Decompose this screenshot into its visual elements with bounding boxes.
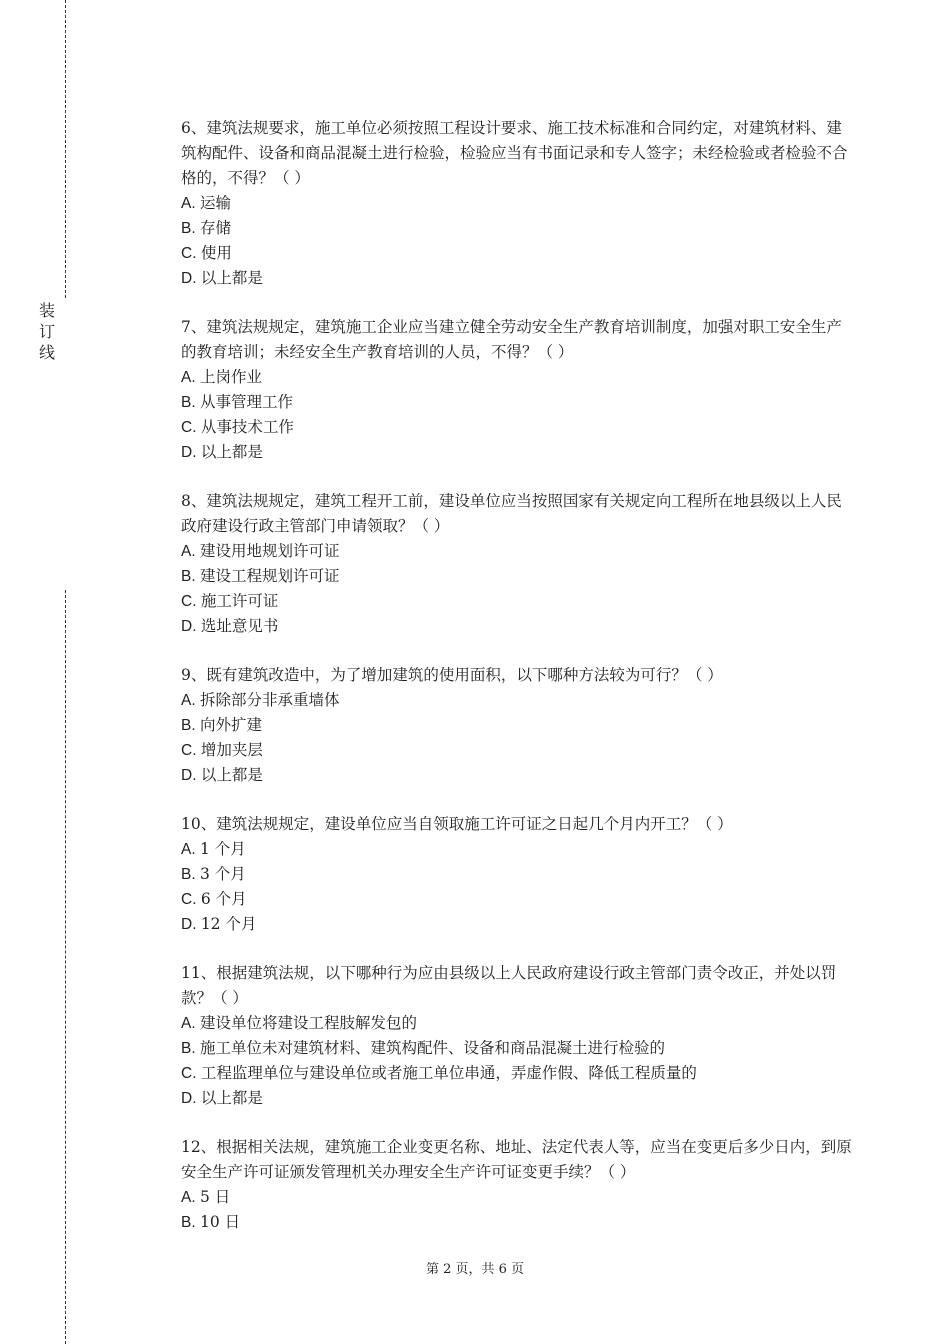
- question-10: [181, 812, 853, 937]
- question-stem: 7、建筑法规规定，建筑施工企业应当建立健全劳动安全生产教育培训制度，加强对职工安全生产的教育培训；未经安全生产教育培训的人员，不得？（ ）: [181, 318, 842, 361]
- question-stem: 8、建筑法规规定，建筑工程开工前，建设单位应当按照国家有关规定向工程所在地县级以上人民政府建设行政主管部门申请领取？（ ）: [181, 492, 842, 535]
- option-b: B. 10 日: [181, 1213, 241, 1231]
- option-d: D. 以上都是: [181, 1089, 263, 1107]
- option-a: A. 1 个月: [181, 840, 246, 858]
- option-c: C. 施工许可证: [181, 592, 279, 610]
- option-b: B. 向外扩建: [181, 716, 262, 734]
- option-d: D. 以上都是: [181, 443, 263, 461]
- option-d: D. 12 个月: [181, 915, 257, 933]
- option-a: A. 上岗作业: [181, 368, 262, 386]
- question-stem: 11、根据建筑法规，以下哪种行为应由县级以上人民政府建设行政主管部门责令改正，并处以罚款？（ ）: [181, 964, 837, 1007]
- binding-dashed-line-top: [65, 0, 66, 298]
- question-stem: 10、建筑法规规定，建设单位应当自领取施工许可证之日起几个月内开工？（ ）: [181, 815, 733, 833]
- question-list: [181, 116, 853, 1259]
- option-a: A. 拆除部分非承重墙体: [181, 691, 340, 709]
- binding-char: 线: [38, 343, 55, 362]
- question-9: [181, 663, 853, 788]
- option-b: B. 从事管理工作: [181, 393, 293, 411]
- option-c: C. 工程监理单位与建设单位或者施工单位串通，弄虚作假、降低工程质量的: [181, 1064, 697, 1082]
- option-c: C. 从事技术工作: [181, 418, 294, 436]
- option-b: B. 施工单位未对建筑材料、建筑构配件、设备和商品混凝土进行检验的: [181, 1039, 665, 1057]
- question-8: [181, 489, 853, 639]
- option-b: B. 3 个月: [181, 865, 246, 883]
- option-a: A. 建设单位将建设工程肢解发包的: [181, 1014, 417, 1032]
- option-d: D. 选址意见书: [181, 617, 279, 635]
- option-a: A. 建设用地规划许可证: [181, 542, 340, 560]
- page-footer: 第 2 页，共 6 页: [425, 1262, 525, 1277]
- option-c: C. 使用: [181, 244, 232, 262]
- question-6: [181, 116, 853, 291]
- binding-char: 装: [38, 301, 55, 320]
- question-7: [181, 315, 853, 465]
- option-b: B. 建设工程规划许可证: [181, 567, 340, 585]
- option-c: C. 6 个月: [181, 890, 247, 908]
- option-d: D. 以上都是: [181, 766, 263, 784]
- question-stem: 6、建筑法规要求，施工单位必须按照工程设计要求、施工技术标准和合同约定，对建筑材料、建筑构配件、设备和商品混凝土进行检验，检验应当有书面记录和专人签字；未经检验或者检验不合格的，不得？（ ）: [181, 119, 848, 187]
- option-c: C. 增加夹层: [181, 741, 263, 759]
- question-stem: 9、既有建筑改造中，为了增加建筑的使用面积，以下哪种方法较为可行？（ ）: [181, 666, 723, 684]
- binding-dashed-line-bottom: [65, 590, 66, 1344]
- binding-label: [37, 300, 57, 363]
- option-a: A. 5 日: [181, 1188, 231, 1206]
- binding-char: 订: [38, 322, 55, 341]
- question-12: [181, 1135, 853, 1235]
- question-stem: 12、根据相关法规，建筑施工企业变更名称、地址、法定代表人等，应当在变更后多少日内，到原安全生产许可证颁发管理机关办理安全生产许可证变更手续？（ ）: [181, 1138, 852, 1181]
- question-11: [181, 961, 853, 1111]
- option-b: B. 存储: [181, 219, 231, 237]
- option-a: A. 运输: [181, 194, 231, 212]
- option-d: D. 以上都是: [181, 269, 263, 287]
